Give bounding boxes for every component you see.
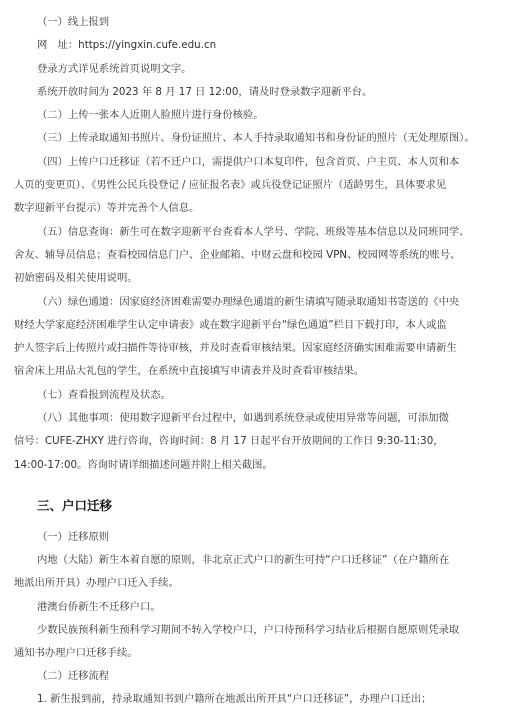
- section-five-line-2: 舍友、辅导员信息；查看校园信息门户、企业邮箱、中财云盘和校园 VPN、校园网等系统的账号、: [14, 249, 461, 261]
- system-open-time-text: 系统开放时间为 2023 年 8 月 17 日 12:00，请及时登录数字迎新平台。: [37, 86, 373, 98]
- minority-prep-line-1: 少数民族预科新生预科学习期间不转入学校户口，户口待预科学习结业后根据自愿原则凭录取: [37, 624, 460, 636]
- section-two-item: （二）上传一张本人近期人脸照片进行身份核验。: [37, 109, 264, 121]
- section-eight-line-2: 信号：CUFE-ZHXY 进行咨询，咨询时间：8 月 17 日起平台开放期间的工作日 9:30-11:30，: [14, 435, 444, 447]
- section-four-line-2: 人页的变更页）、《男性公民兵役登记 / 应征报名表》或兵役登记证照片（适龄男生，具体要求见: [14, 179, 447, 191]
- section-six-line-4: 宿舍床上用品大礼包的学生，在系统中直接填写申请表并及时查看审核结果。: [14, 365, 365, 377]
- section-eight-line-1: （八）其他事项：使用数字迎新平台过程中，如遇到系统登录或使用异常等问题，可添加微: [37, 412, 449, 424]
- migration-process-heading: （二）迁移流程: [37, 670, 110, 682]
- section-five-line-1: （五）信息查询：新生可在数字迎新平台查看本人学号、学院、班级等基本信息以及同班同学、: [37, 226, 470, 238]
- section-eight-line-3: 14:00-17:00。咨询时请详细描述问题并附上相关截图。: [14, 459, 273, 471]
- section-six-line-1: （六）绿色通道：因家庭经济困难需要办理绿色通道的新生请填写随录取通知书寄送的《中央: [37, 296, 460, 308]
- process-step-1: 1. 新生报到前，持录取通知书到户籍所在地派出所开具“户口迁移证”，办理户口迁出；: [37, 693, 432, 705]
- section-four-line-3: 数字迎新平台提示）等并完善个人信息。: [14, 202, 200, 214]
- section-seven-item: （七）查看报到流程及状态。: [37, 389, 171, 401]
- section-four-line-1: （四）上传户口迁移证（若不迁户口，需提供户口本复印件，包含首页、户主页、本人页和本: [37, 156, 460, 168]
- section-six-line-3: 护人签字后上传照片或扫描件等待审核，并及时查看审核结果。因家庭经济确实困难需要申请新生: [14, 342, 457, 354]
- principle-line-2: 地派出所开具）办理户口迁入手续。: [14, 577, 179, 589]
- hmt-students-note: 港澳台侨新生不迁移户口。: [37, 601, 161, 613]
- section-five-line-3: 初始密码及相关使用说明。: [14, 272, 138, 284]
- minority-prep-line-2: 通知书办理户口迁移手续。: [14, 647, 138, 659]
- section-three-item: （三）上传录取通知书照片、身份证照片、本人手持录取通知书和身份证的照片（无处理原图）。: [37, 132, 475, 144]
- migration-principle-heading: （一）迁移原则: [37, 531, 110, 543]
- chapter-three-title: 三、户口迁移: [37, 498, 113, 513]
- login-method-text: 登录方式详见系统首页说明文字。: [37, 63, 192, 75]
- section-six-line-2: 财经大学家庭经济困难学生认定申请表》或在数字迎新平台“绿色通道”栏目下载打印，本人或监: [14, 319, 447, 331]
- section-one-heading: （一）线上报到: [37, 16, 110, 28]
- website-address: 网 址：https://yingxin.cufe.edu.cn: [37, 39, 217, 51]
- principle-line-1: 内地（大陆）新生本着自愿的原则，非北京正式户口的新生可持“户口迁移证”（在户籍所在: [37, 554, 450, 566]
